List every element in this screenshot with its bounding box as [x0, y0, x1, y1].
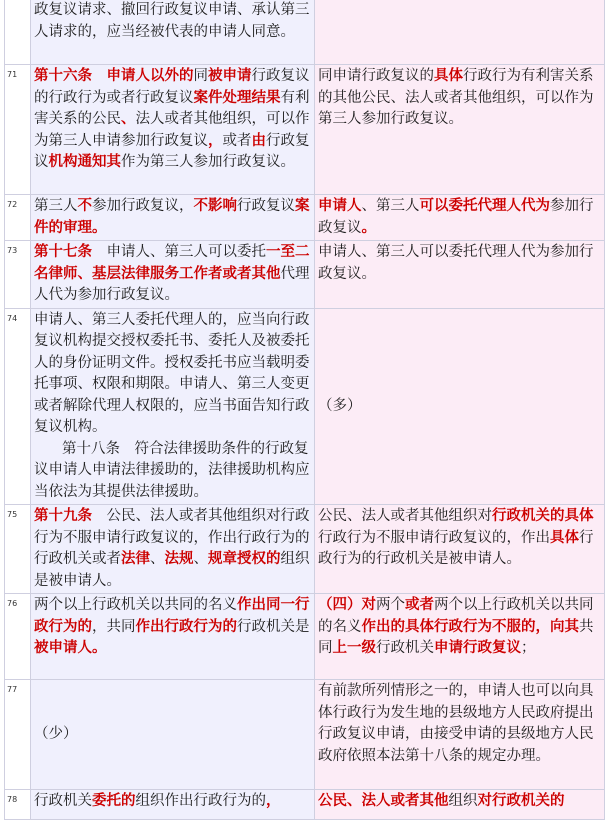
old-law-cell: [315, 790, 605, 820]
table-row: [5, 594, 605, 680]
highlighted-text: 一至二名律师、基层法律服务工作者或者其他: [34, 244, 310, 282]
text-segment: ，共同: [92, 618, 136, 635]
table-row: [5, 65, 605, 195]
text-segment: 、: [150, 551, 165, 567]
highlighted-text: 法规: [164, 551, 194, 567]
highlighted-text: 作出同一行政行为的: [34, 597, 310, 635]
text-segment: 行政机关: [34, 793, 92, 809]
highlighted-text: 作出的具体行政行为不服的，向其: [361, 618, 579, 635]
text-segment: 公民、法人或者其他组织对: [318, 508, 492, 524]
text-segment: 行政行为的行政机关是被申请人。: [318, 529, 594, 567]
new-law-cell: [31, 195, 315, 241]
text-segment: （少）: [34, 725, 78, 742]
table-row: [5, 790, 605, 820]
highlighted-text: 不影响: [193, 198, 237, 214]
text-segment: 作为第三人参加行政复议。: [121, 154, 295, 170]
text-segment: 申请人、第三人可以委托: [92, 244, 266, 260]
text-segment: 行政行为不服申请行政复议的，作出: [318, 529, 550, 546]
text-segment: 两个: [376, 597, 405, 613]
text-segment: 行政机关是: [237, 618, 310, 635]
old-law-cell: [315, 195, 605, 241]
text-segment: 政复议请求、撤回行政复议申请、承认第三人请求的，应当经被代表的申请人同意。: [34, 2, 310, 40]
text-segment: 第十八条 符合法律援助条件的行政复议申请人申请法律援助的，法律援助机构应当依法为其提供法律援助。: [34, 440, 310, 500]
highlighted-text: 案件的审理。: [34, 198, 310, 236]
highlighted-text: 。: [361, 219, 376, 236]
row-number: 71: [5, 65, 31, 195]
text-segment: 公民、法人或者其他组织对行政行为不服申请行政复议的，作出行政行为的行政机关或者: [34, 508, 310, 567]
comparison-table-body: [5, 0, 605, 820]
old-law-cell: [315, 0, 605, 65]
new-law-cell: [31, 241, 315, 309]
text-segment: 行政复议: [237, 198, 295, 214]
highlighted-text: 不: [77, 198, 92, 214]
highlighted-text: 被申请: [208, 68, 252, 84]
new-law-cell: [31, 790, 315, 820]
text-segment: 两个以上行政机关以共同的名义: [34, 597, 237, 613]
highlighted-text: 第十七条: [34, 244, 92, 260]
highlighted-text: 第十九条: [34, 508, 92, 524]
old-law-cell: [315, 241, 605, 309]
text-segment: 申请人、第三人可以委托代理人代为参加行政复议。: [318, 244, 594, 282]
table-row: [5, 195, 605, 241]
highlighted-text: 由: [251, 132, 266, 149]
highlighted-text: 对行政机关的: [477, 793, 565, 809]
highlighted-text: 第十六条 申请人以外的: [34, 68, 194, 84]
text-segment: 两个以上行政机关以共同的名义: [318, 597, 594, 635]
new-law-cell: [31, 65, 315, 195]
new-law-cell: [31, 308, 315, 505]
highlighted-text: 具体: [550, 529, 579, 546]
highlighted-text: 申请人: [318, 198, 362, 214]
text-segment: 同: [193, 68, 208, 84]
row-number: 73: [5, 241, 31, 309]
highlighted-text: 被申请人。: [34, 640, 107, 656]
text-segment: 组织作出行政行为的: [135, 793, 266, 809]
highlighted-text: 公民、法人或者其他: [318, 793, 449, 809]
text-segment: 参加行政复议: [318, 198, 594, 236]
text-segment: 第三人: [34, 198, 78, 214]
old-law-cell: [315, 65, 605, 195]
new-law-cell: [31, 0, 315, 65]
table-row: [5, 308, 605, 505]
highlighted-text: ，: [208, 132, 223, 149]
highlighted-text: （四）对: [318, 597, 376, 613]
highlighted-text: 行政机关的具体: [492, 508, 594, 524]
highlighted-text: 规章授权的: [208, 551, 281, 567]
row-number: 77: [5, 680, 31, 790]
comparison-table: [4, 0, 605, 820]
text-segment: 共同: [318, 618, 594, 656]
highlighted-text: 机构通知其: [48, 154, 121, 170]
new-law-cell: [31, 594, 315, 680]
text-segment: 代理人代为参加行政复议。: [34, 265, 310, 303]
old-law-cell: [315, 594, 605, 680]
table-row: [5, 0, 605, 65]
text-segment: 行政行为有利害关系的其他公民、法人或者其他组织，可以作为第三人参加行政复议。: [318, 68, 594, 127]
row-number: 76: [5, 594, 31, 680]
row-number: 72: [5, 195, 31, 241]
row-number: [5, 0, 31, 65]
text-segment: ；: [521, 640, 536, 656]
text-segment: 、第三人: [361, 198, 420, 214]
new-law-cell: [31, 505, 315, 594]
text-segment: 组织: [448, 793, 478, 809]
table-row: [5, 241, 605, 309]
text-segment: 行政机关: [376, 640, 434, 656]
highlighted-text: 作出行政行为的: [135, 618, 237, 635]
row-number: 75: [5, 505, 31, 594]
highlighted-text: 案件处理结果: [193, 89, 281, 106]
text-segment: 、: [193, 551, 208, 567]
table-row: [5, 505, 605, 594]
old-law-cell: [315, 308, 605, 505]
text-segment: （多）: [318, 397, 362, 414]
text-segment: 申请人、第三人委托代理人的，应当向行政复议机构提交授权委托书、委托人及被委托人的身份证明文件。授权委托书应当载明委托事项、权限和期限。申请人、第三人变更或者解除代理人权限的，应当书面告知行政复议机构。: [34, 311, 310, 435]
highlighted-text: 委托的: [92, 793, 136, 809]
highlighted-text: 可以委托代理人代为: [419, 198, 550, 214]
text-segment: 行政复议的行政行为或者行政复议: [34, 68, 310, 106]
highlighted-text: 具体: [434, 68, 463, 84]
highlighted-text: 上一级: [332, 640, 376, 656]
old-law-cell: [315, 680, 605, 790]
text-segment: 或者: [222, 132, 252, 149]
text-segment: 行政复议: [34, 132, 310, 170]
old-law-cell: [315, 505, 605, 594]
text-segment: 同申请行政复议的: [318, 68, 434, 84]
highlighted-text: 、: [121, 111, 136, 127]
new-law-cell: [31, 680, 315, 790]
text-segment: 有利害关系的公民: [34, 89, 310, 127]
text-segment: 法人或者其他组织，可以作为第三人申请参加行政复议: [34, 111, 310, 149]
row-number: 78: [5, 790, 31, 820]
highlighted-text: 或者: [405, 597, 434, 613]
table-row: [5, 680, 605, 790]
text-segment: 组织是被申请人。: [34, 551, 310, 589]
highlighted-text: 法律: [121, 551, 150, 567]
text-segment: 有前款所列情形之一的，申请人也可以向具体行政行为发生地的县级地方人民政府提出行政复议申请，由接受申请的县级地方人民政府依照本法第十八条的规定办理。: [318, 683, 594, 764]
highlighted-text: ，: [266, 793, 281, 809]
row-number: 74: [5, 308, 31, 505]
text-segment: 参加行政复议，: [92, 198, 194, 214]
highlighted-text: 申请行政复议: [434, 640, 521, 656]
